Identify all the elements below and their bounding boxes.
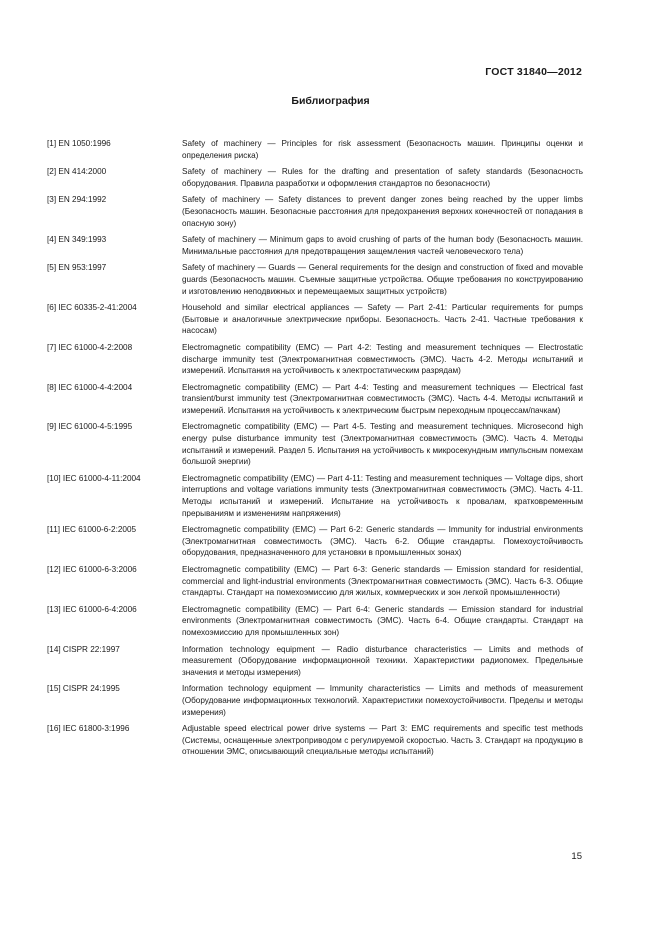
- entry-description: Electromagnetic compatibility (EMC) — Part 4-2: Testing and measurement techniques — Electrostatic discharge immunity test (Электромагнитная совместимость (ЭМС). Часть 4-2. Методы испытаний и измерений. Испытания на устойчивость к электростатическим разрядам): [182, 342, 583, 376]
- entry-reference: [1] EN 1050:1996: [47, 139, 111, 148]
- entry-reference: [8] IEC 61000-4-4:2004: [47, 382, 133, 392]
- bibliography-entry: [47, 564, 583, 599]
- entry-description: Electromagnetic compatibility (EMC) — Part 4-5. Testing and measurement techniques. Microsecond high energy pulse disturbance immunity test (Электромагнитная совместимость (ЭМС). Часть 4. Методы испытаний и измерений. Раздел 5. Испытания на устойчивость к микросекундным импульсным помехам большой энергии): [182, 422, 583, 467]
- entry-reference: [6] IEC 60335-2-41:2004: [47, 303, 137, 313]
- entry-reference: [13] IEC 61000-6-4:2006: [47, 604, 137, 614]
- entry-description: Electromagnetic compatibility (EMC) — Part 4-4: Testing and measurement techniques — Electrical fast transient/burst immunity test (Электромагнитная совместимость (ЭМС). Часть 4-4. Методы испытаний и измерений. Испытания на устойчивость к электрическим быстрым переходным процессам/пачкам): [182, 382, 583, 415]
- entry-reference: [12] IEC 61000-6-3:2006: [47, 565, 137, 574]
- entry-description: Electromagnetic compatibility (EMC) — Part 6-2: Generic standards — Immunity for industrial environments (Электромагнитная совместимость (ЭМС). Часть 6-2. Общие стандарты. Помехоустойчивость оборудования, предназначенного для установки в промышленных зонах): [182, 525, 583, 558]
- bibliography-entry: [47, 138, 583, 161]
- entry-description: Electromagnetic compatibility (EMC) — Part 6-4: Generic standards — Emission standard for industrial environments (Электромагнитная совместимость (ЭМС). Часть 6-4. Общие стандарты. Стандарт на помехоэмиссию для промышленных зон): [182, 604, 583, 637]
- bibliography-entry: [47, 473, 583, 519]
- entry-description: Household and similar electrical appliances — Safety — Part 2-41: Particular requirements for pumps (Бытовые и аналогичные электрические приборы. Безопасность. Часть 2-41. Частные требования к насосам): [182, 303, 583, 336]
- bibliography-entry: [47, 166, 583, 189]
- entry-description: Safety of machinery — Guards — General requirements for the design and construction of fixed and movable guards (Безопасность машин. Съемные защитные устройства. Общие требования по конструированию и изготовлению неподвижных и перемещаемых защитных устройств): [182, 263, 583, 296]
- bibliography-entry: [47, 342, 583, 377]
- bibliography-list: [47, 138, 583, 763]
- bibliography-entry: [47, 644, 583, 679]
- bibliography-entry: [47, 262, 583, 297]
- entry-description: Safety of machinery — Minimum gaps to avoid crushing of parts of the human body (Безопасность машин. Минимальные расстояния для предотвращения защемления частей человеческого тела): [182, 235, 583, 256]
- entry-description: Safety of machinery — Principles for risk assessment (Безопасность машин. Принципы оценки и определения риска): [182, 139, 583, 160]
- entry-description: Safety of machinery — Safety distances to prevent danger zones being reached by the upper limbs (Безопасность машин. Безопасные расстояния для предохранения верхних конечностей от попадания в опасную зону): [182, 195, 583, 228]
- bibliography-entry: [47, 194, 583, 229]
- entry-reference: [11] IEC 61000-6-2:2005: [47, 525, 137, 535]
- entry-description: Electromagnetic compatibility (EMC) — Part 6-3: Generic standards — Emission standard for residential, commercial and light-industrial environments (Электромагнитная совместимость (ЭМС). Часть 6-3. Общие стандарты. Стандарт на помехоэмиссию для жилых, коммерческих и зон легкой промышленности): [182, 565, 583, 598]
- bibliography-entry: [47, 604, 583, 639]
- entry-reference: [7] IEC 61000-4-2:2008: [47, 342, 133, 352]
- entry-reference: [16] IEC 61800-3:1996: [47, 724, 130, 734]
- bibliography-entry: [47, 723, 583, 758]
- page-number: 15: [571, 851, 582, 862]
- bibliography-entry: [47, 302, 583, 337]
- entry-reference: [9] IEC 61000-4-5:1995: [47, 422, 133, 432]
- bibliography-heading: Библиография: [291, 95, 370, 107]
- entry-reference: [2] EN 414:2000: [47, 167, 107, 177]
- entry-description: Safety of machinery — Rules for the drafting and presentation of safety standards (Безопасность оборудования. Правила разработки и оформления стандартов по безопасности): [182, 167, 583, 188]
- entry-description: Information technology equipment — Immunity characteristics — Limits and methods of measurement (Оборудование информационных технологий. Характеристики помехоустойчивости. Пределы и методы измерения): [182, 684, 583, 717]
- entry-description: Adjustable speed electrical power drive systems — Part 3: EMC requirements and specific test methods (Системы, оснащенные электроприводом с регулируемой скоростью. Часть 3. Стандарт на продукцию в отношении ЭМС, описывающий специальные методы испытаний): [182, 724, 583, 757]
- entry-reference: [4] EN 349:1993: [47, 235, 107, 245]
- entry-description: Information technology equipment — Radio disturbance characteristics — Limits and methods of measurement (Оборудование информационной техники. Характеристики радиопомех. Предельные значения и методы измерения): [182, 644, 583, 677]
- bibliography-entry: [47, 421, 583, 467]
- entry-reference: [15] CISPR 24:1995: [47, 684, 120, 694]
- entry-reference: [10] IEC 61000-4-11:2004: [47, 473, 141, 483]
- entry-description: Electromagnetic compatibility (EMC) — Part 4-11: Testing and measurement techniques — Voltage dips, short interruptions and voltage variations immunity tests (Электромагнитная совместимость (ЭМС). Часть 4-11. Методы испытаний и измерений. Испытание на устойчивость к провалам, кратковременным прерываниям и изменениям напряжения): [182, 473, 583, 518]
- document-code: ГОСТ 31840—2012: [485, 66, 582, 78]
- entry-reference: [5] EN 953:1997: [47, 263, 107, 273]
- bibliography-entry: [47, 382, 583, 417]
- entry-reference: [3] EN 294:1992: [47, 195, 107, 205]
- bibliography-entry: [47, 234, 583, 257]
- bibliography-entry: [47, 524, 583, 559]
- entry-reference: [14] CISPR 22:1997: [47, 644, 120, 654]
- bibliography-entry: [47, 683, 583, 718]
